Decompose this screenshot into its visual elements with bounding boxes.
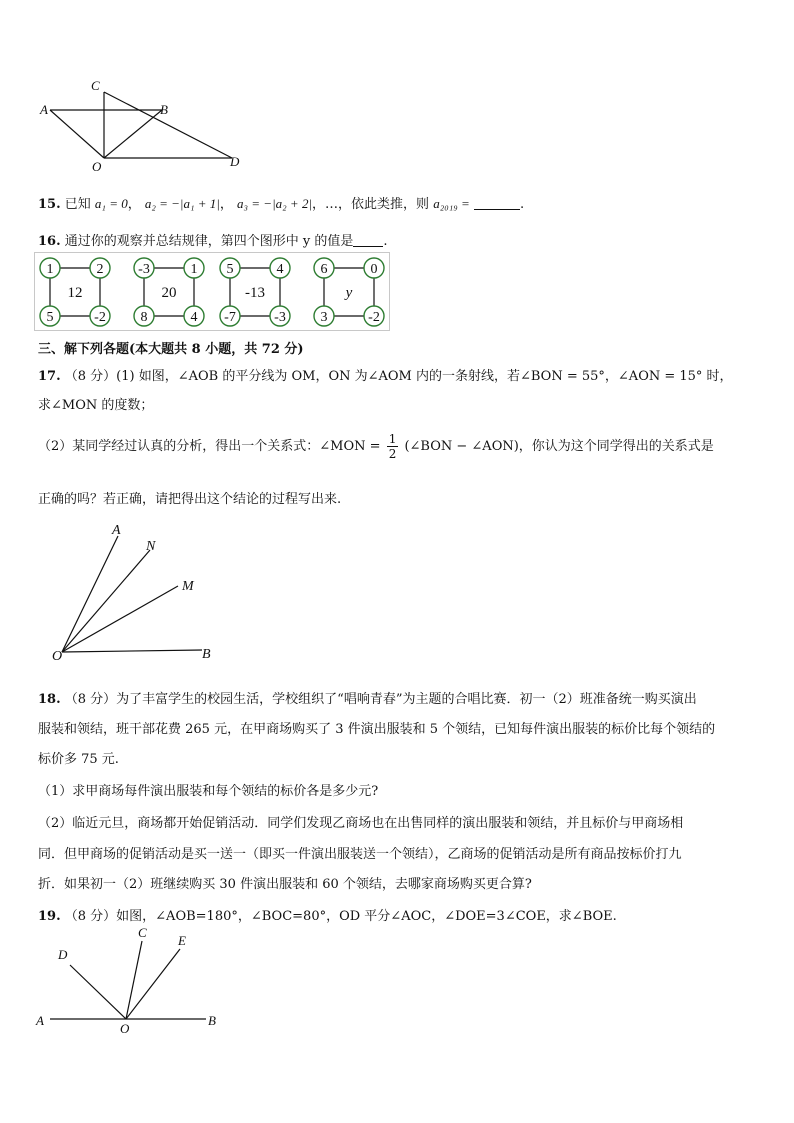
question-18-sub1: （1）求甲商场每件演出服装和每个领结的标价各是多少元? [38,784,379,799]
label-o: O [120,1021,130,1035]
pattern-value-bottom-right: -3 [274,310,286,325]
q19-text: （8 分）如图，∠AOB=180°，∠BOC=80°，OD 平分∠AOC，∠DOE=3∠COE，求∠BOE. [64,909,617,924]
pattern-center-value: y [345,285,353,301]
pattern-figure-1 [40,258,110,326]
question-17-line3 [38,432,714,461]
pattern-value-top-left: 1 [46,262,54,277]
question-19 [38,905,617,924]
q19-number: 19. [38,909,61,924]
pattern-figure-4 [314,258,384,326]
segment-cd [104,92,232,158]
pattern-value-bottom-right: -2 [94,310,106,325]
ray-oe [126,949,180,1019]
q15-tail: . [519,197,525,212]
q16-figures [34,252,394,332]
label-n: N [146,539,156,554]
pattern-center-value: 20 [161,285,177,301]
pattern-value-top-right: 1 [190,262,198,277]
label-b: B [208,1013,216,1028]
q16-tail: . [383,234,388,249]
fraction-denominator: 2 [388,447,397,461]
q19-figure [34,925,234,1035]
fraction-numerator: 1 [388,432,397,446]
question-18-line3: 标价多 75 元. [38,752,119,767]
question-17-line1 [38,365,733,384]
label-c: C [138,925,147,940]
pattern-value-bottom-right: -2 [368,310,380,325]
q18-text-line1: （8 分）为了丰富学生的校园生活，学校组织了“唱响青春”为主题的合唱比赛．初一（2）班准备统一购买演出 [64,692,697,707]
pattern-figure-2 [134,258,204,326]
pattern-value-bottom-left: 3 [320,310,328,325]
q15-a2: a₂ = −|a₁ + 1| [144,196,220,211]
q15-intro: 已知 [64,197,91,212]
question-16 [38,230,388,249]
pattern-center-value: -13 [245,285,265,301]
q15-number: 15. [38,197,61,212]
question-18-line1 [38,688,697,707]
ray-od [70,965,126,1019]
label-o: O [92,159,102,174]
label-d: D [58,947,68,962]
fraction-one-half [387,432,399,461]
label-o: O [52,649,63,664]
label-c: C [91,78,100,93]
question-15: 15. 已知 a₁ = 0， a₂ = −|a₁ + 1|， a₃ = −|a₂ + 2|，…，依此类推，则 a₂₀₁₉ = . [38,196,525,212]
label-m: M [182,579,194,594]
segment-ob [104,110,162,158]
pattern-center-value: 12 [67,285,83,301]
q16-number: 16. [38,234,61,249]
ray-ob [62,650,202,652]
label-e: E [178,933,186,948]
question-18-sub2-line2: 同．但甲商场的促销活动是买一送一（即买一件演出服装送一个领结），乙商场的促销活动是所有商品按标价打九 [38,847,682,862]
ray-om [62,586,178,652]
ray-oc [126,941,142,1019]
q15-etc: ，…，依此类推，则 [312,197,430,212]
section-3-title: 三、解下列各题(本大题共 8 小题，共 72 分) [38,342,304,357]
pattern-value-top-right: 4 [276,262,284,277]
pattern-value-top-left: -3 [138,262,150,277]
pattern-value-bottom-right: 4 [190,310,198,325]
pattern-value-top-left: 6 [320,262,328,277]
label-a: A [112,523,121,538]
q17-text-line1: （8 分）(1) 如图，∠AOB 的平分线为 OM，ON 为∠AOM 内的一条射线，若∠BON = 55°，∠AON = 15° 时， [64,369,733,384]
q15-a2019: a₂₀₁₉ = [433,196,470,211]
q16-answer-blank[interactable] [353,234,383,247]
label-b: B [202,647,211,662]
label-a: A [40,102,48,117]
q17-text-line3-post: (∠BON − ∠AON)，你认为这个同学得出的关系式是 [404,439,714,454]
pattern-value-top-right: 0 [370,262,378,277]
label-a: A [36,1013,44,1028]
pattern-value-bottom-left: 8 [140,310,148,325]
ray-oa [62,536,118,652]
q15-a3: a₃ = −|a₂ + 2| [237,196,313,211]
q17-text-line3-pre: （2）某同学经过认真的分析，得出一个关系式：∠MON = [38,439,381,454]
pattern-value-bottom-left: 5 [46,310,54,325]
label-d: D [230,154,240,169]
question-18-sub2-line3: 折．如果初一（2）班继续购买 30 件演出服装和 60 个领结，去哪家商场购买更合算? [38,877,532,892]
q14-figure [36,76,256,176]
pattern-value-bottom-left: -7 [224,310,236,325]
segment-ao [50,110,104,158]
question-17-line2: 求∠MON 的度数； [38,398,154,413]
q17-number: 17. [38,369,61,384]
pattern-figure-3 [220,258,290,326]
q16-text: 通过你的观察并总结规律，第四个图形中 y 的值是 [64,234,354,249]
pattern-value-top-right: 2 [96,262,104,277]
question-17-line4: 正确的吗？若正确，请把得出这个结论的过程写出来. [38,492,342,507]
q15-a1: a₁ = 0 [94,196,128,211]
q17-figure [50,520,230,670]
q18-number: 18. [38,692,61,707]
q15-answer-blank[interactable] [474,197,520,210]
pattern-value-top-left: 5 [226,262,234,277]
ray-on [62,550,150,652]
question-18-line2: 服装和领结，班干部花费 265 元，在甲商场购买了 3 件演出服装和 5 个领结，已知每件演出服装的标价比每个领结的 [38,722,716,737]
label-b: B [160,102,168,117]
question-18-sub2-line1: （2）临近元旦，商场都开始促销活动．同学们发现乙商场也在出售同样的演出服装和领结，并且标价与甲商场相 [38,816,684,831]
